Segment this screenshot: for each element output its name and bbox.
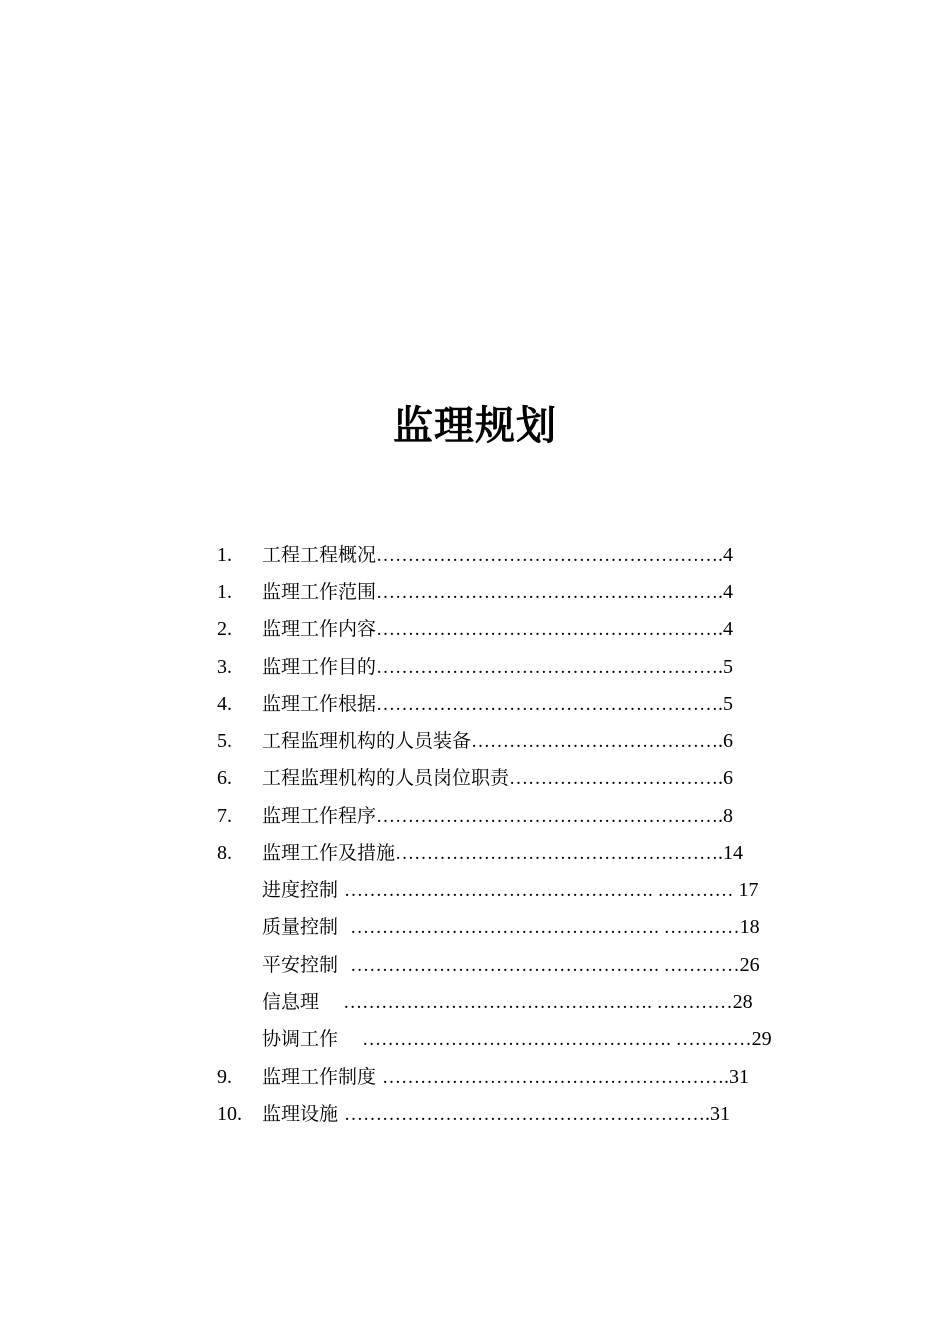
toc-entry-title: 监理工作程序 (262, 805, 377, 827)
toc-entry-text (262, 1096, 730, 1133)
toc-entry-page: .5 (718, 656, 734, 678)
toc-entry-text (262, 1059, 749, 1096)
toc-entry-leader: ……………………………………………… (382, 1067, 725, 1088)
toc-entry-text (262, 760, 733, 797)
toc-entry-number: 4. (217, 693, 232, 715)
toc-entry-title: 质量控制 (262, 916, 351, 938)
toc-entry-leader: …………………………………………. ………… (350, 917, 740, 938)
toc-entry-number: 1. (217, 544, 232, 566)
toc-entry-page: .5 (718, 693, 734, 715)
toc-entry-title: 监理工作内容 (262, 618, 377, 640)
toc-entry-title: 进度控制 (262, 879, 345, 901)
toc-entry-number: 10. (217, 1103, 242, 1125)
toc-entry-leader: ………………………………… (471, 731, 719, 752)
toc-entry-page: 17 (733, 879, 759, 901)
toc-entry-leader: …………………………………………. ………… (350, 955, 740, 976)
toc-entry-number: 8. (217, 842, 232, 864)
toc-entry-text (262, 686, 733, 723)
toc-entry-page: .4 (718, 544, 734, 566)
toc-entry-leader: ……………………………………………… (376, 806, 719, 827)
toc-entry-text (262, 872, 759, 909)
toc-entry-page: .14 (718, 842, 744, 864)
toc-entry-title: 监理工作根据 (262, 693, 377, 715)
toc-entry-title: 协调工作 (262, 1028, 363, 1050)
toc-entry-title: 监理工作及措施 (262, 842, 396, 864)
toc-entry-leader: …………………………………………… (395, 843, 719, 864)
toc-entry-leader: …………………………………………. ………… (362, 1029, 752, 1050)
toc-entry-title: 工程监理机构的人员装备 (262, 730, 472, 752)
toc-entry-title: 信息理 (262, 991, 344, 1013)
toc-entry-number: 3. (217, 656, 232, 678)
toc-entry-title: 监理工作目的 (262, 656, 377, 678)
toc-entry-number: 2. (217, 618, 232, 640)
toc-entry-text (262, 1021, 772, 1058)
toc-entry-text (262, 611, 733, 648)
toc-entry-text (262, 984, 753, 1021)
toc-entry-page: 18 (739, 916, 760, 938)
toc-entry-number: 1. (217, 581, 232, 603)
toc-entry-text (262, 909, 760, 946)
toc-entry-title: 平安控制 (262, 954, 351, 976)
toc-entry-leader: …………………………… (509, 768, 719, 789)
toc-entry-title: 监理工作范围 (262, 581, 377, 603)
toc-entry-leader: ……………………………………………… (376, 657, 719, 678)
toc-entry-title: 监理工作制度 (262, 1066, 383, 1088)
toc-entry-title: 工程工程概况 (262, 544, 377, 566)
toc-entry-page: .31 (724, 1066, 750, 1088)
toc-entry-leader: ……………………………………………… (376, 694, 719, 715)
toc-entry-text (262, 537, 733, 574)
toc-entry-number: 9. (217, 1066, 232, 1088)
toc-entry-leader: ………………………………………………… (344, 1104, 706, 1125)
toc-entry-number: 7. (217, 805, 232, 827)
toc-entry-page: .6 (718, 767, 734, 789)
toc-entry-page: .8 (718, 805, 734, 827)
toc-entry-page: .4 (718, 618, 734, 640)
toc-entry-page: 26 (739, 954, 760, 976)
toc-entry-title: 工程监理机构的人员岗位职责 (262, 767, 510, 789)
toc-entry-number: 5. (217, 730, 232, 752)
toc-entry-text (262, 649, 733, 686)
toc-entry-page: .4 (718, 581, 734, 603)
toc-entry-page: .6 (718, 730, 734, 752)
toc-entry-leader: …………………………………………. ………… (343, 992, 733, 1013)
toc-entry-text (262, 574, 733, 611)
toc-entry-page: 28 (732, 991, 753, 1013)
toc-entry-text (262, 947, 760, 984)
toc-entry-number: 6. (217, 767, 232, 789)
toc-entry-text (262, 723, 733, 760)
toc-entry-text (262, 835, 743, 872)
toc-entry-leader: ……………………………………………… (376, 619, 719, 640)
toc-entry-page: .31 (705, 1103, 731, 1125)
toc-entry-leader: …………………………………………. ………… (344, 880, 734, 901)
toc-entry-title: 监理设施 (262, 1103, 345, 1125)
document-title: 监理规划 (393, 403, 557, 449)
toc-entry-page: 29 (751, 1028, 772, 1050)
toc-entry-text (262, 798, 733, 835)
toc-entry-leader: ……………………………………………… (376, 545, 719, 566)
toc-entry-leader: ……………………………………………… (376, 582, 719, 603)
